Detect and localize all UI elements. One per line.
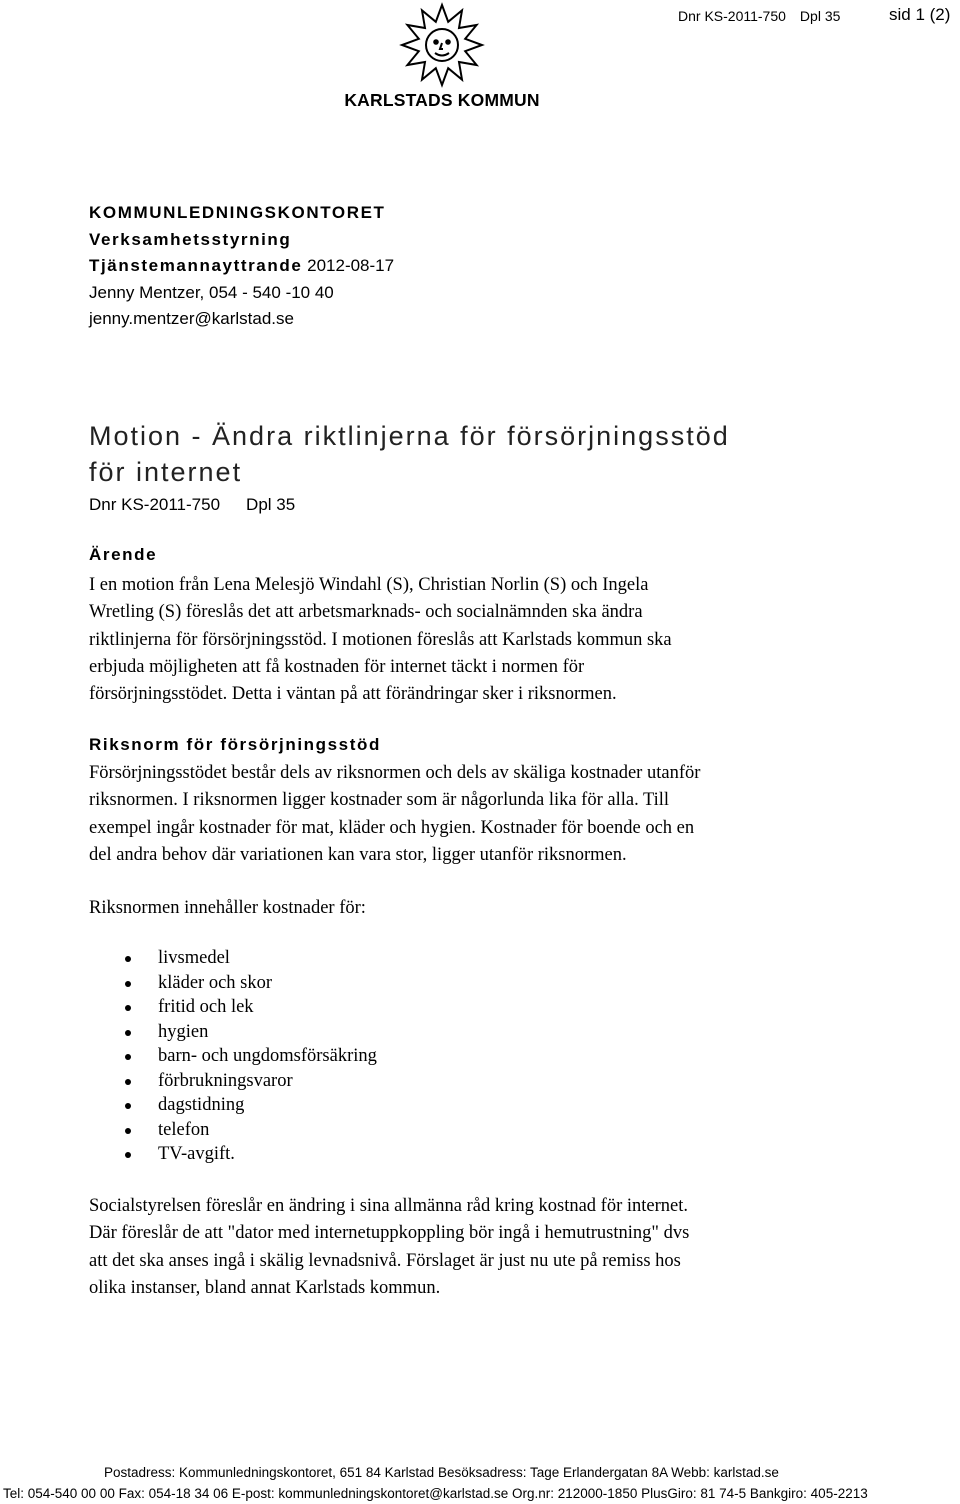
arende-paragraph [89, 572, 889, 708]
arende-line: I en motion från Lena Melesjö Windahl (S), Christian Norlin (S) och Ingela [89, 575, 649, 595]
riksnorm-line: del andra behov där variationen kan vara stor, ligger utanför riksnormen. [89, 844, 627, 865]
logo-text: KARLSTADS KOMMUN [344, 90, 540, 110]
page-number: sid 1 (2) [889, 5, 951, 24]
riksnorm-line: exempel ingår kostnader för mat, kläder och hygien. Kostnader för boende och en [89, 817, 695, 838]
title-line-2: för internet [89, 457, 243, 487]
socialstyrelsen-paragraph [89, 1193, 889, 1302]
riksnorm-line: Försörjningsstödet består dels av riksnormen och dels av skäliga kostnader utanför [89, 763, 701, 783]
title-dpl: Dpl 35 [246, 495, 296, 514]
document-title [89, 418, 730, 490]
sender-block [89, 200, 394, 333]
list-item: barn- och ungdomsförsäkring [124, 1044, 377, 1069]
riksnorm-intro: Riksnormen innehåller kostnader för: [89, 898, 366, 918]
header-dnr: Dnr KS-2011-750 [678, 8, 786, 24]
list-item: kläder och skor [124, 971, 377, 996]
sun-logo-icon [398, 2, 486, 88]
header-reference [678, 8, 854, 24]
title-reference [89, 495, 295, 515]
list-item: dagstidning [124, 1093, 377, 1118]
list-item: TV-avgift. [124, 1142, 377, 1167]
riksnorm-heading: Riksnorm för försörjningsstöd [89, 735, 381, 754]
title-dnr: Dnr KS-2011-750 [89, 495, 221, 514]
socialstyrelsen-line: Socialstyrelsen föreslår en ändring i sina allmänna råd kring kostnad för internet. [89, 1196, 689, 1216]
contact-person: Jenny Mentzer, 054 - 540 -10 40 [89, 282, 334, 302]
header-dpl: Dpl 35 [799, 8, 841, 24]
arende-line: Wretling (S) föreslås det att arbetsmarknads- och socialnämnden ska ändra [89, 602, 643, 623]
socialstyrelsen-line: Där föreslår de att "dator med internetuppkoppling bör ingå i hemutrustning" dvs [89, 1223, 690, 1244]
list-item: hygien [124, 1020, 377, 1045]
list-item: livsmedel [124, 946, 377, 971]
title-line-1: Motion - Ändra riktlinjerna för försörjningsstöd [89, 421, 730, 451]
footer-address: Postadress: Kommunledningskontoret, 651 84 Karlstad Besöksadress: Tage Erlandergatan 8A Webb: karlstad.se [104, 1465, 779, 1480]
list-item: fritid och lek [124, 995, 377, 1020]
document-type: Tjänstemannayttrande [89, 256, 303, 275]
socialstyrelsen-line: att det ska anses ingå i skälig levnadsnivå. Förslaget är just nu ute på remiss hos [89, 1250, 681, 1271]
unit-name: Verksamhetsstyrning [89, 229, 292, 249]
riksnorm-paragraph [89, 760, 889, 869]
footer-contact: Tel: 054-540 00 00 Fax: 054-18 34 06 E-post: kommunledningskontoret@karlstad.se Org.nr: 212000-1850 PlusGiro: 81 74-5 Bankgiro: 405-2213 [3, 1486, 868, 1501]
list-item: telefon [124, 1118, 377, 1143]
list-item: förbrukningsvaror [124, 1069, 377, 1094]
socialstyrelsen-line: olika instanser, bland annat Karlstads kommun. [89, 1277, 441, 1298]
arende-heading: Ärende [89, 545, 158, 564]
document-date: 2012-08-17 [307, 256, 395, 275]
arende-line: riktlinjerna för försörjningsstöd. I motionen föreslås att Karlstads kommun ska [89, 629, 672, 650]
riksnorm-list [124, 946, 377, 1167]
office-name: KOMMUNLEDNINGSKONTORET [89, 203, 386, 222]
contact-email: jenny.mentzer@karlstad.se [89, 309, 294, 328]
karlstads-kommun-logo [330, 2, 554, 114]
arende-line: erbjuda möjligheten att få kostnaden för internet täckt i normen för [89, 656, 585, 677]
riksnorm-line: riksnormen. I riksnormen ligger kostnader som är någorlunda lika för alla. Till [89, 790, 670, 811]
arende-line: försörjningsstödet. Detta i väntan på att förändringar sker i riksnormen. [89, 684, 617, 705]
